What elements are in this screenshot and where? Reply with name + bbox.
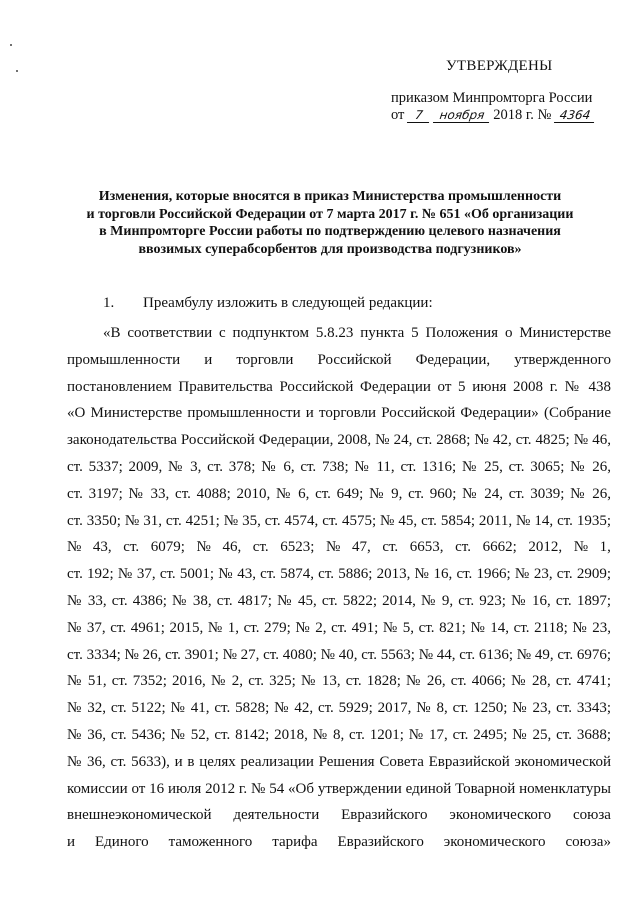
- word: экономического: [443, 834, 546, 851]
- word: №: [573, 539, 589, 556]
- item-text: Преамбулу изложить в следующей редакции:: [143, 295, 433, 311]
- word: союза: [573, 807, 611, 824]
- text-line: «О Министерстве промышленности и торговли Российской Федерации» (Собрание: [67, 405, 611, 422]
- word: 43,: [92, 539, 112, 556]
- word: и: [67, 834, 76, 851]
- word: ст.: [455, 539, 471, 556]
- text-line: постановлением Правительства Российской Федерации от 5 июня 2008 г. № 438: [67, 378, 611, 395]
- word: 6523;: [280, 539, 315, 556]
- title-line: ввозимых суперабсорбентов для производства подгузников»: [138, 241, 522, 257]
- word: 6662;: [482, 539, 517, 556]
- word: ст.: [382, 539, 399, 556]
- word: внешнеэкономической: [67, 807, 212, 824]
- text-line: ст. 192; № 37, ст. 5001; № 43, ст. 5874, ст. 5886; 2013, № 16, ст. 1966; № 23, ст. 2909;: [67, 566, 611, 583]
- order-year: 2018 г. №: [493, 107, 552, 123]
- text-line: комиссии от 16 июля 2012 г. № 54 «Об утверждении единой Товарной номенклатуры: [67, 780, 611, 797]
- word: и: [204, 351, 213, 368]
- document-title: [60, 188, 600, 258]
- title-line: и торговли Российской Федерации от 7 марта 2017 г. № 651 «Об организации: [86, 206, 574, 222]
- title-line: Изменения, которые вносятся в приказ Министерства промышленности: [98, 189, 562, 204]
- handwritten-day: 7: [407, 108, 431, 123]
- order-reference-line2: [391, 107, 595, 124]
- word: промышленности: [67, 351, 181, 368]
- approval-stamp-heading: УТВЕРЖДЕНЫ: [446, 58, 553, 74]
- word: утвержденного: [514, 351, 611, 368]
- word: Федерации,: [415, 351, 491, 368]
- word: 6079;: [150, 539, 185, 556]
- title-line: в Минпромторге России работы по подтверждению целевого назначения: [99, 224, 561, 239]
- word: Российской: [317, 351, 392, 368]
- text-line: № 36, ст. 5633), и в целях реализации Решения Совета Евразийской экономической: [67, 753, 611, 770]
- word: торговли: [236, 351, 294, 368]
- word: 46,: [222, 539, 242, 556]
- order-prefix: от: [391, 107, 405, 123]
- text-line: № 51, ст. 7352; 2016, № 2, ст. 325; № 13, ст. 1828; № 26, ст. 4066; № 28, ст. 4741;: [67, 673, 611, 690]
- word: экономического: [449, 807, 552, 824]
- text-line: ст. 3334; № 26, ст. 3901; № 27, ст. 4080; № 40, ст. 5563; № 44, ст. 6136; № 49, ст. 6976;: [67, 646, 611, 663]
- word: 6653,: [409, 539, 444, 556]
- list-item-1: [103, 295, 433, 312]
- text-line: ст. 3197; № 33, ст. 4088; 2010, № 6, ст. 649; № 9, ст. 960; № 24, ст. 3039; № 26,: [67, 485, 611, 502]
- word: ст.: [123, 539, 140, 556]
- word: 1,: [599, 539, 611, 556]
- word: №: [67, 539, 82, 556]
- word: Единого: [94, 834, 149, 851]
- order-reference-line1: приказом Минпромторга России: [391, 90, 593, 106]
- body-paragraph: [67, 320, 611, 856]
- word: №: [326, 539, 341, 556]
- handwritten-month: ноября: [433, 108, 491, 123]
- text-line: законодательства Российской Федерации, 2008, № 24, ст. 2868; № 42, ст. 4825; № 46,: [67, 432, 611, 449]
- word: Евразийского: [337, 834, 424, 851]
- text-line: [67, 347, 611, 374]
- text-line: ст. 3350; № 31, ст. 4251; № 35, ст. 4574, ст. 4575; № 45, ст. 5854; 2011, № 14, ст. 1935;: [67, 512, 611, 529]
- handwritten-order-number: 4364: [554, 108, 596, 123]
- word: союза»: [565, 834, 611, 851]
- text-line: «В соответствии с подпунктом 5.8.23 пункта 5 Положения о Министерстве: [103, 325, 611, 341]
- text-line: [67, 534, 611, 561]
- word: 47,: [351, 539, 371, 556]
- word: №: [196, 539, 211, 556]
- word: ст.: [252, 539, 269, 556]
- word: тарифа: [272, 834, 318, 851]
- word: деятельности: [233, 807, 320, 824]
- text-line: [67, 802, 611, 829]
- text-line: № 33, ст. 4386; № 38, ст. 4817; № 45, ст. 5822; 2014, № 9, ст. 923; № 16, ст. 1897;: [67, 592, 611, 609]
- text-line: ст. 5337; 2009, № 3, ст. 378; № 6, ст. 738; № 11, ст. 1316; № 25, ст. 3065; № 26,: [67, 458, 611, 475]
- scan-speck: [16, 70, 18, 72]
- text-line: [67, 829, 611, 856]
- word: таможенного: [168, 834, 253, 851]
- scan-speck: [10, 44, 12, 46]
- text-line: № 37, ст. 4961; 2015, № 1, ст. 279; № 2, ст. 491; № 5, ст. 821; № 14, ст. 2118; № 23,: [67, 619, 611, 636]
- text-line: № 36, ст. 5436; № 52, ст. 8142; 2018, № 8, ст. 1201; № 17, ст. 2495; № 25, ст. 3688;: [67, 726, 611, 743]
- item-number: 1.: [103, 295, 115, 311]
- word: 2012,: [528, 539, 563, 556]
- word: Евразийского: [341, 807, 428, 824]
- text-line: № 32, ст. 5122; № 41, ст. 5828; № 42, ст. 5929; 2017, № 8, ст. 1250; № 23, ст. 3343;: [67, 700, 611, 717]
